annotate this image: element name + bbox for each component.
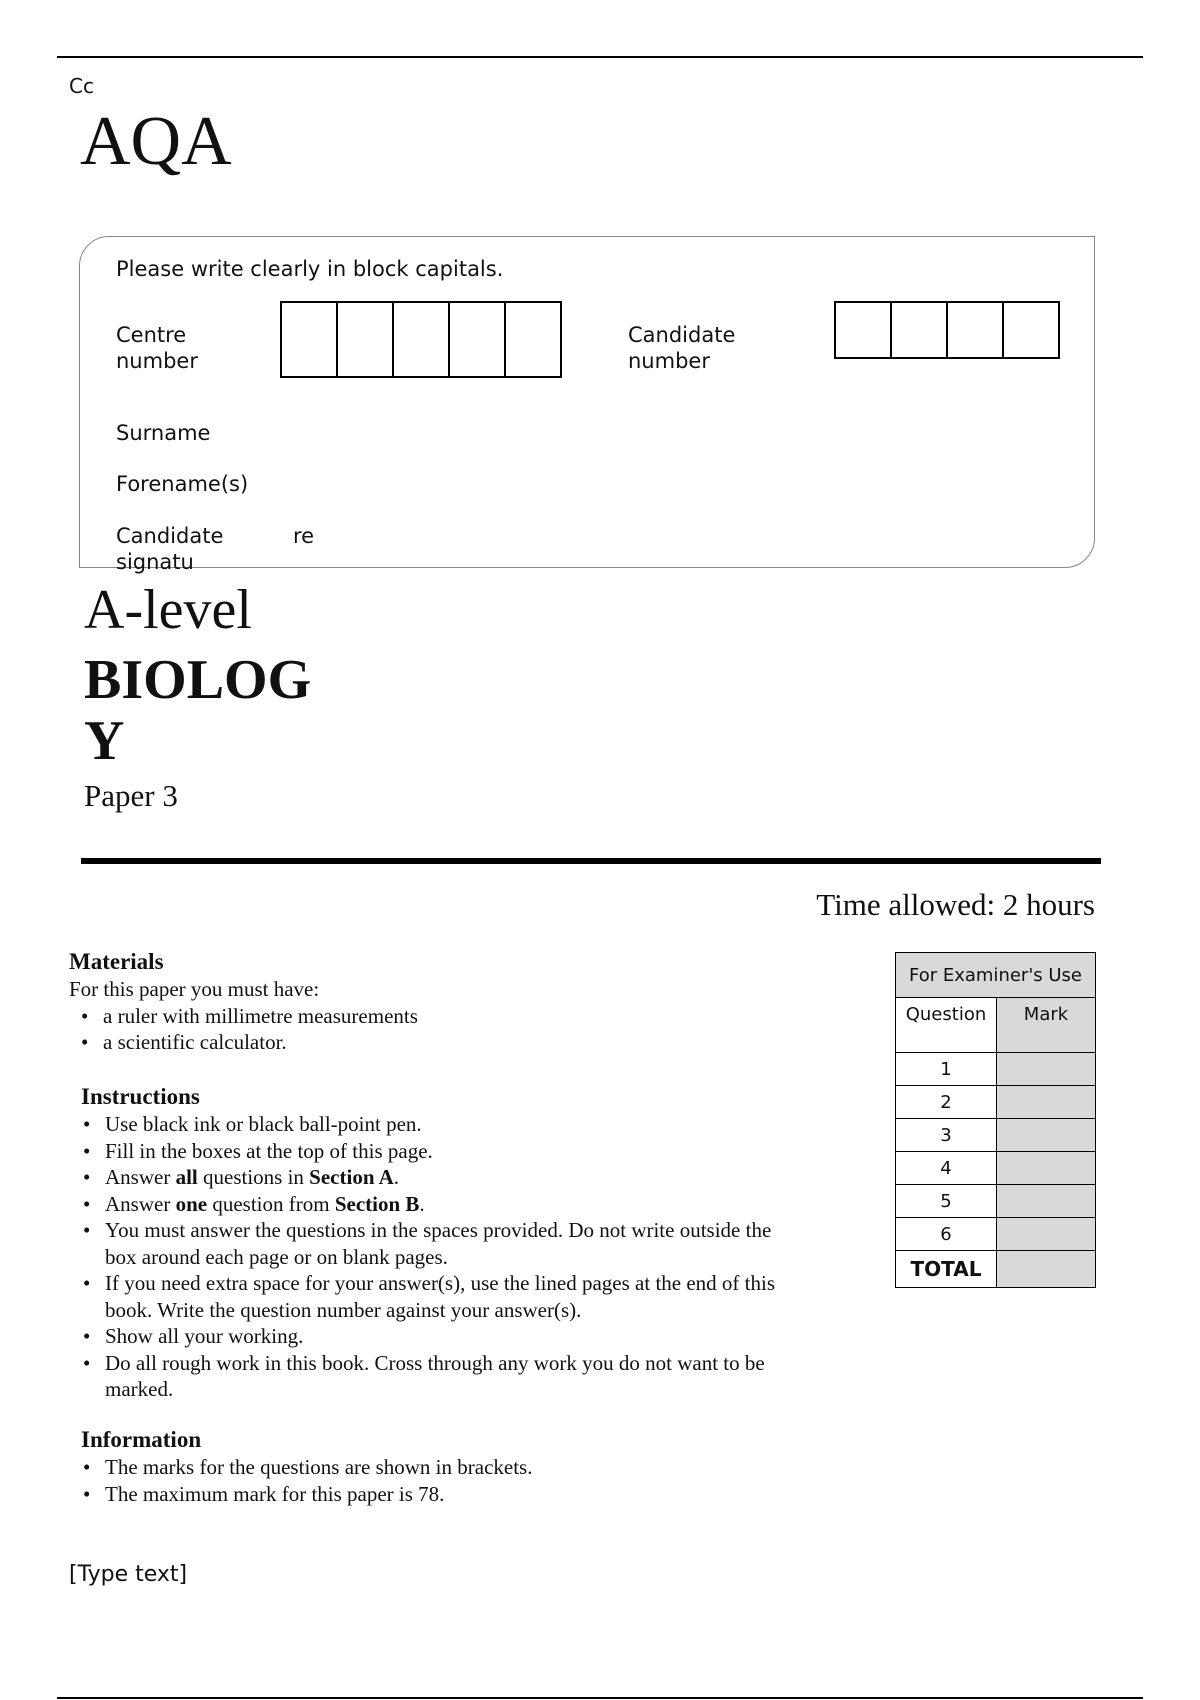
table-row (896, 1218, 1096, 1251)
candidate-digit-box[interactable] (890, 301, 948, 359)
list-item: • Do all rough work in this book. Cross through any work you do not want to be marked. (81, 1350, 825, 1403)
information-section (81, 1426, 821, 1507)
time-allowed: Time allowed: 2 hours (816, 887, 1095, 922)
list-item: • The marks for the questions are shown in brackets. (81, 1454, 821, 1481)
list-item: • If you need extra space for your answer(s), use the lined pages at the end of this book. Write the question number against your answer(s). (81, 1270, 821, 1323)
instructions-section (81, 1083, 821, 1403)
centre-digit-box[interactable] (504, 301, 562, 378)
instructions-heading: Instructions (81, 1084, 200, 1109)
instructions-list (81, 1111, 821, 1403)
paper-number: Paper 3 (84, 778, 178, 813)
subject-title: BIOLOGY (84, 649, 312, 772)
information-list (81, 1454, 821, 1507)
total-label: TOTAL (896, 1251, 997, 1288)
table-row (896, 1053, 1096, 1086)
examiner-use-table (895, 952, 1096, 1288)
centre-number-boxes[interactable] (280, 301, 560, 378)
mark-cell[interactable] (997, 1053, 1096, 1086)
signature-label-suffix: re (293, 524, 315, 548)
candidate-digit-box[interactable] (1002, 301, 1060, 359)
list-item: • Show all your working. (81, 1323, 821, 1350)
surname-label: Surname (116, 421, 211, 445)
centre-digit-box[interactable] (448, 301, 506, 378)
question-number: 3 (896, 1119, 997, 1152)
question-number: 4 (896, 1152, 997, 1185)
candidate-number-label: Candidate number (628, 323, 736, 373)
question-column-header: Question (896, 998, 997, 1053)
information-heading: Information (81, 1427, 202, 1452)
qualification-level: A-level (84, 579, 252, 641)
centre-digit-box[interactable] (336, 301, 394, 378)
total-row (896, 1251, 1096, 1288)
list-item: • Answer one question from Section B. (81, 1191, 821, 1218)
footer-placeholder: [Type text] (69, 1562, 188, 1587)
examiner-table-title: For Examiner's Use (896, 953, 1096, 998)
candidate-details-box (79, 236, 1095, 568)
question-number: 5 (896, 1185, 997, 1218)
mark-cell[interactable] (997, 1086, 1096, 1119)
table-row (896, 1119, 1096, 1152)
materials-section (69, 948, 829, 1056)
signature-label: Candidate signatu (116, 524, 224, 574)
aqa-logo: AQA (80, 103, 232, 180)
list-item: • The maximum mark for this paper is 78. (81, 1481, 821, 1508)
candidate-number-boxes[interactable] (834, 301, 1058, 359)
question-number: 6 (896, 1218, 997, 1251)
block-capitals-instruction: Please write clearly in block capitals. (116, 257, 504, 281)
mark-cell[interactable] (997, 1218, 1096, 1251)
centre-number-label: Centre number (116, 323, 198, 373)
total-mark-cell[interactable] (997, 1251, 1096, 1288)
list-item: • Fill in the boxes at the top of this page. (81, 1138, 821, 1165)
list-item: • Answer all questions in Section A. (81, 1164, 821, 1191)
mark-cell[interactable] (997, 1119, 1096, 1152)
table-row (896, 1086, 1096, 1119)
mark-cell[interactable] (997, 1185, 1096, 1218)
list-item: • a scientific calculator. (79, 1029, 829, 1056)
materials-heading: Materials (69, 949, 164, 974)
mark-column-header: Mark (997, 998, 1096, 1053)
list-item: • a ruler with millimetre measurements (79, 1003, 829, 1030)
corner-code: Cc (69, 74, 94, 98)
list-item: • Use black ink or black ball-point pen. (81, 1111, 821, 1138)
materials-list (79, 1003, 829, 1056)
list-item: • You must answer the questions in the spaces provided. Do not write outside the box around each page or on blank pages. (81, 1217, 785, 1270)
table-row (896, 1185, 1096, 1218)
question-number: 2 (896, 1086, 997, 1119)
top-rule (57, 56, 1143, 58)
title-divider (81, 858, 1101, 864)
candidate-digit-box[interactable] (946, 301, 1004, 359)
candidate-digit-box[interactable] (834, 301, 892, 359)
forename-label: Forename(s) (116, 472, 249, 496)
bottom-rule (57, 1697, 1143, 1699)
mark-cell[interactable] (997, 1152, 1096, 1185)
centre-digit-box[interactable] (280, 301, 338, 378)
table-row (896, 1152, 1096, 1185)
question-number: 1 (896, 1053, 997, 1086)
centre-digit-box[interactable] (392, 301, 450, 378)
materials-intro: For this paper you must have: (69, 977, 320, 1001)
